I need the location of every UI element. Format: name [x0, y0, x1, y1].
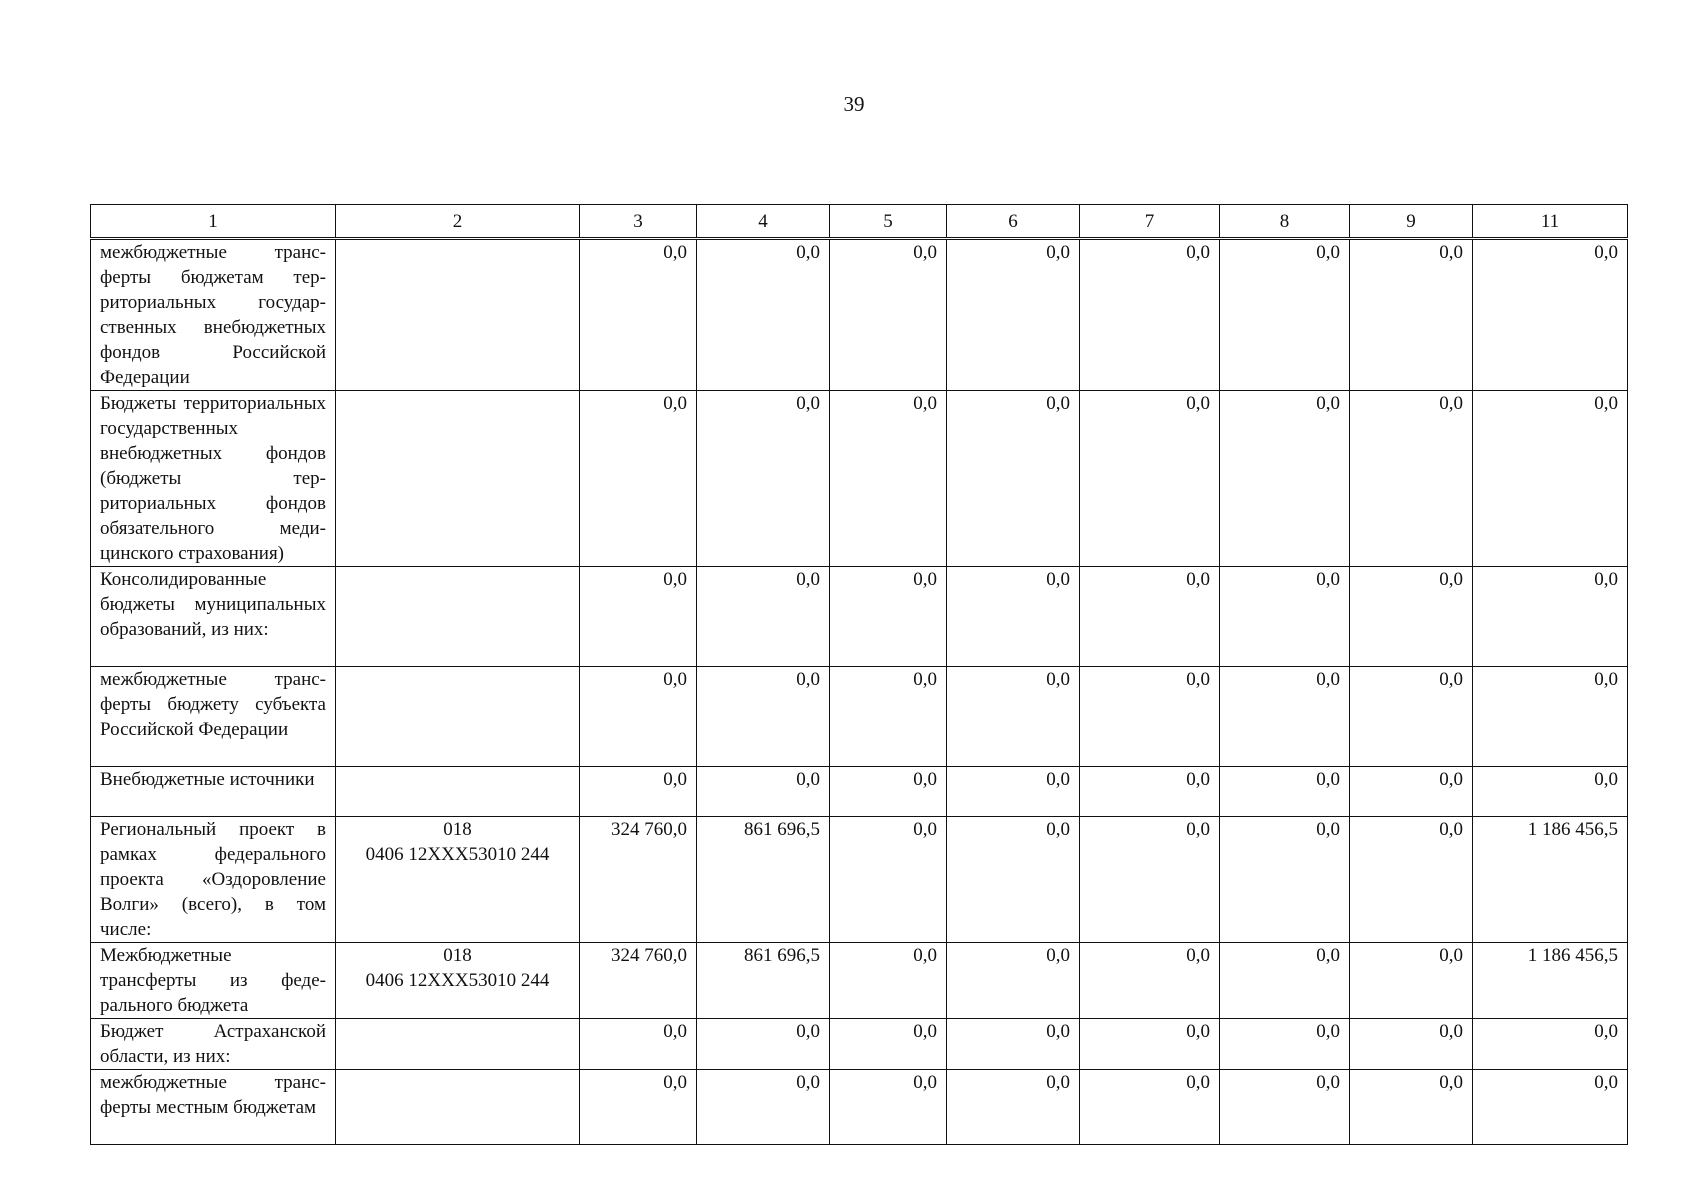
value-cell: 0,0: [1080, 567, 1220, 667]
table-row: [91, 767, 1628, 817]
value-cell: 0,0: [947, 391, 1080, 567]
value-cell: 861 696,5: [697, 943, 830, 1019]
header-row: [91, 205, 1628, 239]
row-name-cell: Межбюджетные трансферты из федерального бюджета: [91, 943, 336, 1019]
column-header-4: 4: [697, 205, 830, 239]
value-cell: 0,0: [697, 1019, 830, 1070]
value-cell: 0,0: [1473, 1019, 1628, 1070]
value-cell: 0,0: [1350, 1019, 1473, 1070]
value-cell: 0,0: [1080, 239, 1220, 391]
value-cell: 0,0: [697, 567, 830, 667]
row-code-cell: 018 0406 12ХХХ53010 244: [336, 817, 580, 943]
value-cell: 0,0: [947, 567, 1080, 667]
column-header-8: 8: [1220, 205, 1350, 239]
column-header-9: 9: [1350, 205, 1473, 239]
row-code-cell: [336, 567, 580, 667]
value-cell: 0,0: [947, 667, 1080, 767]
value-cell: 0,0: [1080, 1019, 1220, 1070]
value-cell: 0,0: [1473, 567, 1628, 667]
value-cell: 0,0: [580, 567, 697, 667]
column-header-6: 6: [947, 205, 1080, 239]
value-cell: 0,0: [1220, 943, 1350, 1019]
row-code-cell: [336, 391, 580, 567]
value-cell: 0,0: [947, 1019, 1080, 1070]
value-cell: 0,0: [830, 767, 947, 817]
budget-table: [90, 204, 1628, 1145]
column-header-7: 7: [1080, 205, 1220, 239]
value-cell: 0,0: [697, 667, 830, 767]
column-header-11: 11: [1473, 205, 1628, 239]
value-cell: 0,0: [1473, 667, 1628, 767]
value-cell: 0,0: [1220, 1070, 1350, 1145]
value-cell: 0,0: [830, 391, 947, 567]
value-cell: 0,0: [947, 239, 1080, 391]
value-cell: 0,0: [830, 1070, 947, 1145]
value-cell: 0,0: [830, 667, 947, 767]
value-cell: 0,0: [1350, 239, 1473, 391]
table-header: [91, 205, 1628, 239]
value-cell: 0,0: [1350, 391, 1473, 567]
value-cell: 0,0: [1220, 817, 1350, 943]
value-cell: 0,0: [1350, 817, 1473, 943]
value-cell: 0,0: [1473, 391, 1628, 567]
row-name-cell: Бюджеты территориальных государственных внебюджетных фондов (бюджеты территориальных фондов обязательного медицинского страхования): [91, 391, 336, 567]
value-cell: 0,0: [1350, 943, 1473, 1019]
table-row: [91, 667, 1628, 767]
table-row: [91, 1070, 1628, 1145]
row-code-cell: 018 0406 12ХХХ53010 244: [336, 943, 580, 1019]
value-cell: 0,0: [1220, 667, 1350, 767]
value-cell: 0,0: [1350, 667, 1473, 767]
value-cell: 0,0: [1080, 391, 1220, 567]
row-name-cell: межбюджетные трансферты бюджетам территориальных государственных внебюджетных фондов Российской Федерации: [91, 239, 336, 391]
value-cell: 0,0: [947, 767, 1080, 817]
table-body: [91, 239, 1628, 1145]
value-cell: 0,0: [697, 391, 830, 567]
value-cell: 324 760,0: [580, 817, 697, 943]
value-cell: 0,0: [830, 567, 947, 667]
value-cell: 0,0: [1473, 239, 1628, 391]
value-cell: 324 760,0: [580, 943, 697, 1019]
table-row: [91, 567, 1628, 667]
row-code-cell: [336, 1019, 580, 1070]
value-cell: 861 696,5: [697, 817, 830, 943]
value-cell: 0,0: [580, 239, 697, 391]
value-cell: 0,0: [1350, 1070, 1473, 1145]
value-cell: 0,0: [1080, 817, 1220, 943]
value-cell: 0,0: [1080, 667, 1220, 767]
column-header-3: 3: [580, 205, 697, 239]
row-name-cell: Региональный проект в рамках федерального проекта «Оздоровление Волги» (всего), в том числе:: [91, 817, 336, 943]
table-row: [91, 1019, 1628, 1070]
table-row: [91, 391, 1628, 567]
value-cell: 0,0: [697, 239, 830, 391]
value-cell: 0,0: [947, 1070, 1080, 1145]
column-header-5: 5: [830, 205, 947, 239]
row-code-cell: [336, 667, 580, 767]
value-cell: 0,0: [1350, 567, 1473, 667]
value-cell: 0,0: [580, 767, 697, 817]
value-cell: 0,0: [1473, 1070, 1628, 1145]
value-cell: 0,0: [1473, 767, 1628, 817]
value-cell: 0,0: [1080, 767, 1220, 817]
value-cell: 0,0: [1080, 943, 1220, 1019]
column-header-2: 2: [336, 205, 580, 239]
row-name-cell: межбюджетные трансферты местным бюджетам: [91, 1070, 336, 1145]
value-cell: 0,0: [830, 817, 947, 943]
value-cell: 0,0: [947, 817, 1080, 943]
value-cell: 0,0: [580, 667, 697, 767]
value-cell: 0,0: [947, 943, 1080, 1019]
value-cell: 0,0: [1350, 767, 1473, 817]
value-cell: 0,0: [580, 1019, 697, 1070]
value-cell: 0,0: [1080, 1070, 1220, 1145]
value-cell: 1 186 456,5: [1473, 943, 1628, 1019]
table-row: [91, 817, 1628, 943]
value-cell: 0,0: [830, 1019, 947, 1070]
value-cell: 0,0: [1220, 1019, 1350, 1070]
value-cell: 0,0: [697, 1070, 830, 1145]
value-cell: 0,0: [1220, 767, 1350, 817]
value-cell: 1 186 456,5: [1473, 817, 1628, 943]
row-name-cell: межбюджетные трансферты бюджету субъекта Российской Федерации: [91, 667, 336, 767]
row-code-cell: [336, 1070, 580, 1145]
row-code-cell: [336, 239, 580, 391]
row-name-cell: Внебюджетные источники: [91, 767, 336, 817]
value-cell: 0,0: [1220, 567, 1350, 667]
page-number: 39: [843, 92, 865, 116]
column-header-1: 1: [91, 205, 336, 239]
value-cell: 0,0: [1220, 239, 1350, 391]
table-row: [91, 239, 1628, 391]
value-cell: 0,0: [697, 767, 830, 817]
value-cell: 0,0: [830, 239, 947, 391]
row-name-cell: Консолидированные бюджеты муниципальных образований, из них:: [91, 567, 336, 667]
table-row: [91, 943, 1628, 1019]
value-cell: 0,0: [580, 391, 697, 567]
row-name-cell: Бюджет Астраханской области, из них:: [91, 1019, 336, 1070]
row-code-cell: [336, 767, 580, 817]
value-cell: 0,0: [1220, 391, 1350, 567]
value-cell: 0,0: [830, 943, 947, 1019]
value-cell: 0,0: [580, 1070, 697, 1145]
